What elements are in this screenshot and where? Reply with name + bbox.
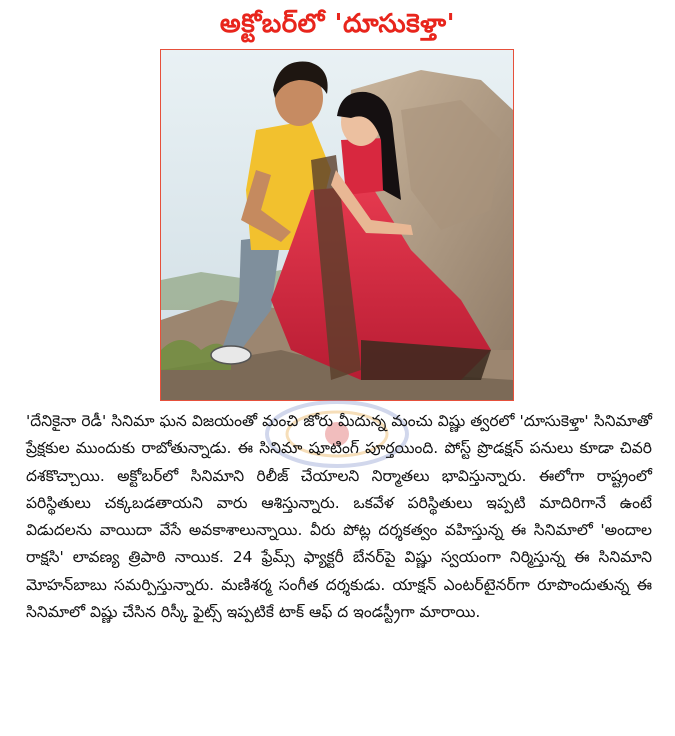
movie-still-photo [160, 49, 514, 401]
article-headline: అక్టోబర్‌లో 'దూసుకెళ్తా' [219, 9, 456, 39]
photo-illustration [161, 50, 513, 400]
article-body: 'దేనికైనా రెడీ' సినిమా ఘన విజయంతో మంచి జోరు మీదున్న మంచు విష్ణు త్వరలో 'దూసుకెళ్తా' సినిమాతో ప్రేక్షకుల ముందుకు రాబోతున్నాడు. ఈ సినిమా షూటింగ్ పూర్తయింది. పోస్ట్ ప్రొడక్షన్ పనులు కూడా చివరి దశకొచ్చాయి. అక్టోబర్‌లో సినిమాని రిలీజ్ చేయాలని నిర్మాతలు భావిస్తున్నారు. ఈలోగా రాష్ట్రంలో పరిస్థితులు చక్కబడతాయని వారు ఆశిస్తున్నారు. ఒకవేళ పరిస్థితులు ఇప్పటి మాదిరిగానే ఉంటే విడుదలను వాయిదా వేసే అవకాశాలున్నాయి. వీరు పోట్ల దర్శకత్వం వహిస్తున్న ఈ సినిమాలో 'అందాల రాక్షసి' లావణ్య త్రిపాఠి నాయిక. 24 ఫ్రేమ్స్ ఫ్యాక్టరీ బేనర్‌పై విష్ణు స్వయంగా నిర్మిస్తున్న ఈ సినిమాని మోహన్‌బాబు సమర్పిస్తున్నారు. మణిశర్మ సంగీత దర్శకుడు. యాక్షన్ ఎంటర్‌టైనర్‌గా రూపొందుతున్న ఈ సినిమాలో విష్ణు చేసిన రిస్కీ ఫైట్స్ ఇప్పటికే టాక్ ఆఫ్ ద ఇండస్ట్రీగా మారాయి. [26, 412, 652, 622]
man-shoe [211, 346, 251, 364]
